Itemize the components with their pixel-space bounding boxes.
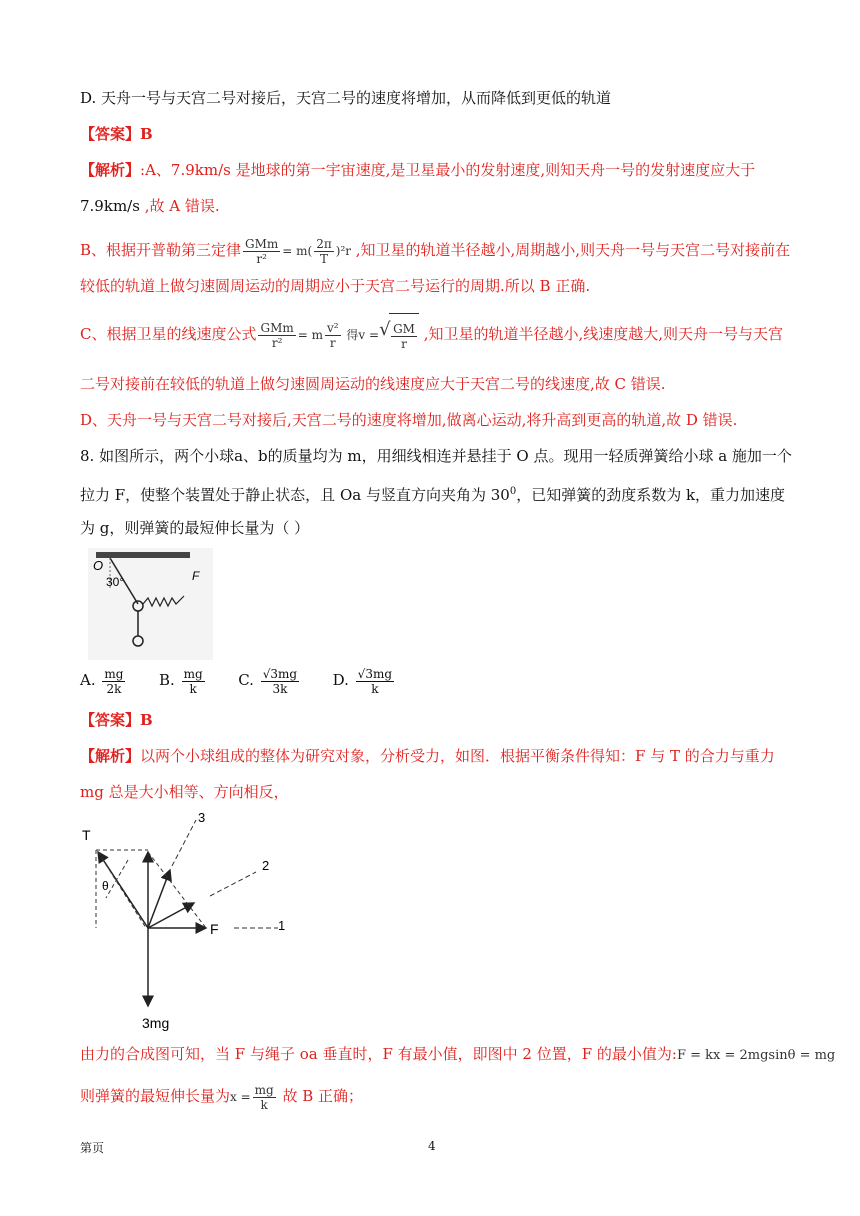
fraction-numerator: √3mg bbox=[262, 666, 298, 681]
fraction-denominator: 2k bbox=[106, 681, 122, 696]
option-d bbox=[332, 666, 396, 696]
fraction-denominator: r² bbox=[256, 251, 267, 266]
direction-line-2 bbox=[210, 872, 256, 896]
label-3: 3 bbox=[198, 810, 206, 825]
force-diagram-figure bbox=[78, 808, 298, 1038]
option-label: C. bbox=[238, 671, 254, 689]
formula-part: )²r bbox=[335, 244, 351, 258]
stem-text: 拉力 F，使整个装置处于静止状态，且 Oa 与竖直方向夹角为 30 bbox=[80, 486, 510, 504]
q8-analysis-line1 bbox=[80, 746, 775, 766]
formula-velocity bbox=[256, 320, 418, 351]
analysis-label: 【解析】 bbox=[80, 747, 141, 765]
fraction-denominator: r bbox=[401, 336, 407, 351]
direction-line-3 bbox=[172, 820, 196, 866]
q7-analysis-a-line1 bbox=[80, 160, 755, 180]
formula-x bbox=[230, 1082, 278, 1112]
analysis-text: B、根据开普勒第三定律 bbox=[80, 241, 242, 259]
fraction-numerator: √ GM bbox=[393, 321, 415, 336]
analysis-text: 则弹簧的最短伸长量为 bbox=[80, 1087, 231, 1105]
q7-analysis-b-line1 bbox=[80, 230, 790, 271]
label-mg: 3mg bbox=[142, 1015, 170, 1031]
option-a bbox=[80, 666, 127, 696]
analysis-text: 以两个小球组成的整体为研究对象，分析受力，如图．根据平衡条件得知：F 与 T 的合力与重力 bbox=[140, 747, 775, 765]
force-arrow-3 bbox=[148, 870, 170, 928]
fraction-numerator: mg bbox=[183, 666, 203, 681]
answer-value: B bbox=[140, 711, 153, 729]
sqrt-symbol bbox=[389, 313, 419, 358]
label-2: 2 bbox=[262, 858, 270, 873]
label-o: O bbox=[93, 558, 104, 573]
fraction-numerator: mg bbox=[104, 666, 124, 681]
force-arrow-2 bbox=[148, 903, 194, 928]
analysis-text: ,故 A 错误. bbox=[139, 197, 220, 215]
q8-answer bbox=[80, 710, 153, 730]
analysis-text: ,知卫星的轨道半径越小,周期越小,则天舟一号与天宫二号对接前在 bbox=[351, 241, 791, 259]
fraction-numerator: √3mg bbox=[357, 666, 393, 681]
q8-options bbox=[80, 660, 396, 700]
answer-label: 【答案】 bbox=[80, 125, 141, 143]
fraction-denominator: T bbox=[319, 251, 328, 266]
analysis-text: ,知卫星的轨道半径越小,线速度越大,则天舟一号与天宫 bbox=[418, 325, 784, 343]
analysis-text: :A、7.9km/s 是地球的第一宇宙速度,是卫星最小的发射速度,则知天舟一号的发射速度应大于 bbox=[140, 161, 756, 179]
fraction-numerator: GMm bbox=[260, 320, 294, 335]
q8-analysis-line3 bbox=[80, 1044, 835, 1066]
q7-analysis-b-line2: 较低的轨道上做匀速圆周运动的周期应小于天宫二号运行的周期.所以 B 正确. bbox=[80, 277, 591, 295]
speed-value: 7.9km/s bbox=[80, 197, 140, 215]
q7-answer bbox=[80, 124, 153, 144]
label-theta: θ bbox=[102, 879, 109, 893]
label-f: F bbox=[192, 569, 200, 583]
analysis-text: C、根据卫星的线速度公式 bbox=[80, 325, 257, 343]
analysis-text: 故 B 正确； bbox=[277, 1087, 364, 1105]
q7-analysis-c-line2: 二号对接前在较低的轨道上做匀速圆周运动的线速度应大于天宫二号的线速度,故 C 错误. bbox=[80, 375, 666, 393]
fraction-denominator: r bbox=[329, 335, 336, 350]
q8-stem-line3: 为 g，则弹簧的最短伸长量为（ ） bbox=[80, 519, 310, 537]
q8-stem-line2 bbox=[80, 482, 785, 505]
q7-analysis-c-line1 bbox=[80, 312, 783, 358]
option-b bbox=[159, 666, 207, 696]
formula-part: = m bbox=[297, 328, 323, 342]
analysis-text: 由力的合成图可知，当 F 与绳子 oa 垂直时，F 有最小值，即图中 2 位置，F 的最小值为: bbox=[80, 1045, 677, 1063]
fraction-numerator: v² bbox=[327, 320, 339, 335]
q7-analysis-d: D、天舟一号与天宫二号对接后,天宫二号的速度将增加,做离心运动,将升高到更高的轨道,故 D 错误. bbox=[80, 411, 738, 429]
option-label: B. bbox=[159, 671, 175, 689]
pendulum-spring-figure bbox=[88, 548, 213, 660]
label-1: 1 bbox=[278, 918, 286, 933]
footer-label: 第页 bbox=[80, 1141, 105, 1155]
fraction-denominator: k bbox=[260, 1097, 268, 1112]
q8-stem-line1: 8. 如图所示，两个小球a、b的质量均为 m，用细线相连并悬挂于 O 点。现用一轻质弹簧给小球 a 施加一个 bbox=[80, 447, 792, 465]
page-number: 4 bbox=[428, 1139, 436, 1153]
q7-option-d: D. 天舟一号与天宫二号对接后，天宫二号的速度将增加，从而降低到更低的轨道 bbox=[80, 89, 612, 107]
dashed-line bbox=[148, 852, 206, 928]
degree-superscript: 0 bbox=[509, 486, 517, 497]
fraction-denominator: 3k bbox=[272, 681, 288, 696]
label-f: F bbox=[210, 921, 219, 937]
formula-kepler bbox=[241, 236, 351, 266]
option-label: A. bbox=[80, 671, 96, 689]
formula-part: x = bbox=[230, 1090, 251, 1104]
fraction-denominator: k bbox=[371, 681, 379, 696]
fraction-denominator: r² bbox=[271, 335, 283, 350]
fraction-denominator: k bbox=[189, 681, 197, 696]
analysis-label: 【解析】 bbox=[80, 161, 141, 179]
fraction-numerator: GMm bbox=[245, 236, 279, 251]
ceiling bbox=[96, 552, 190, 558]
stem-text: ，已知弹簧的劲度系数为 k，重力加速度 bbox=[516, 486, 786, 504]
formula-part: 得v = bbox=[342, 328, 380, 342]
option-c bbox=[238, 666, 301, 696]
answer-value: B bbox=[140, 125, 153, 143]
fraction-numerator: 2π bbox=[316, 236, 332, 251]
answer-label: 【答案】 bbox=[80, 711, 141, 729]
fraction-numerator: mg bbox=[254, 1082, 274, 1097]
label-t: T bbox=[82, 827, 91, 843]
formula-f-min: F = kx = 2mgsinθ = mg bbox=[676, 1048, 836, 1063]
q8-analysis-line4 bbox=[80, 1076, 363, 1117]
option-label: D. bbox=[332, 671, 349, 689]
q8-analysis-line2: mg 总是大小相等、方向相反， bbox=[80, 783, 289, 801]
formula-part: = m( bbox=[282, 244, 313, 258]
label-angle: 30° bbox=[106, 575, 125, 589]
q7-analysis-a-line2 bbox=[80, 196, 220, 216]
